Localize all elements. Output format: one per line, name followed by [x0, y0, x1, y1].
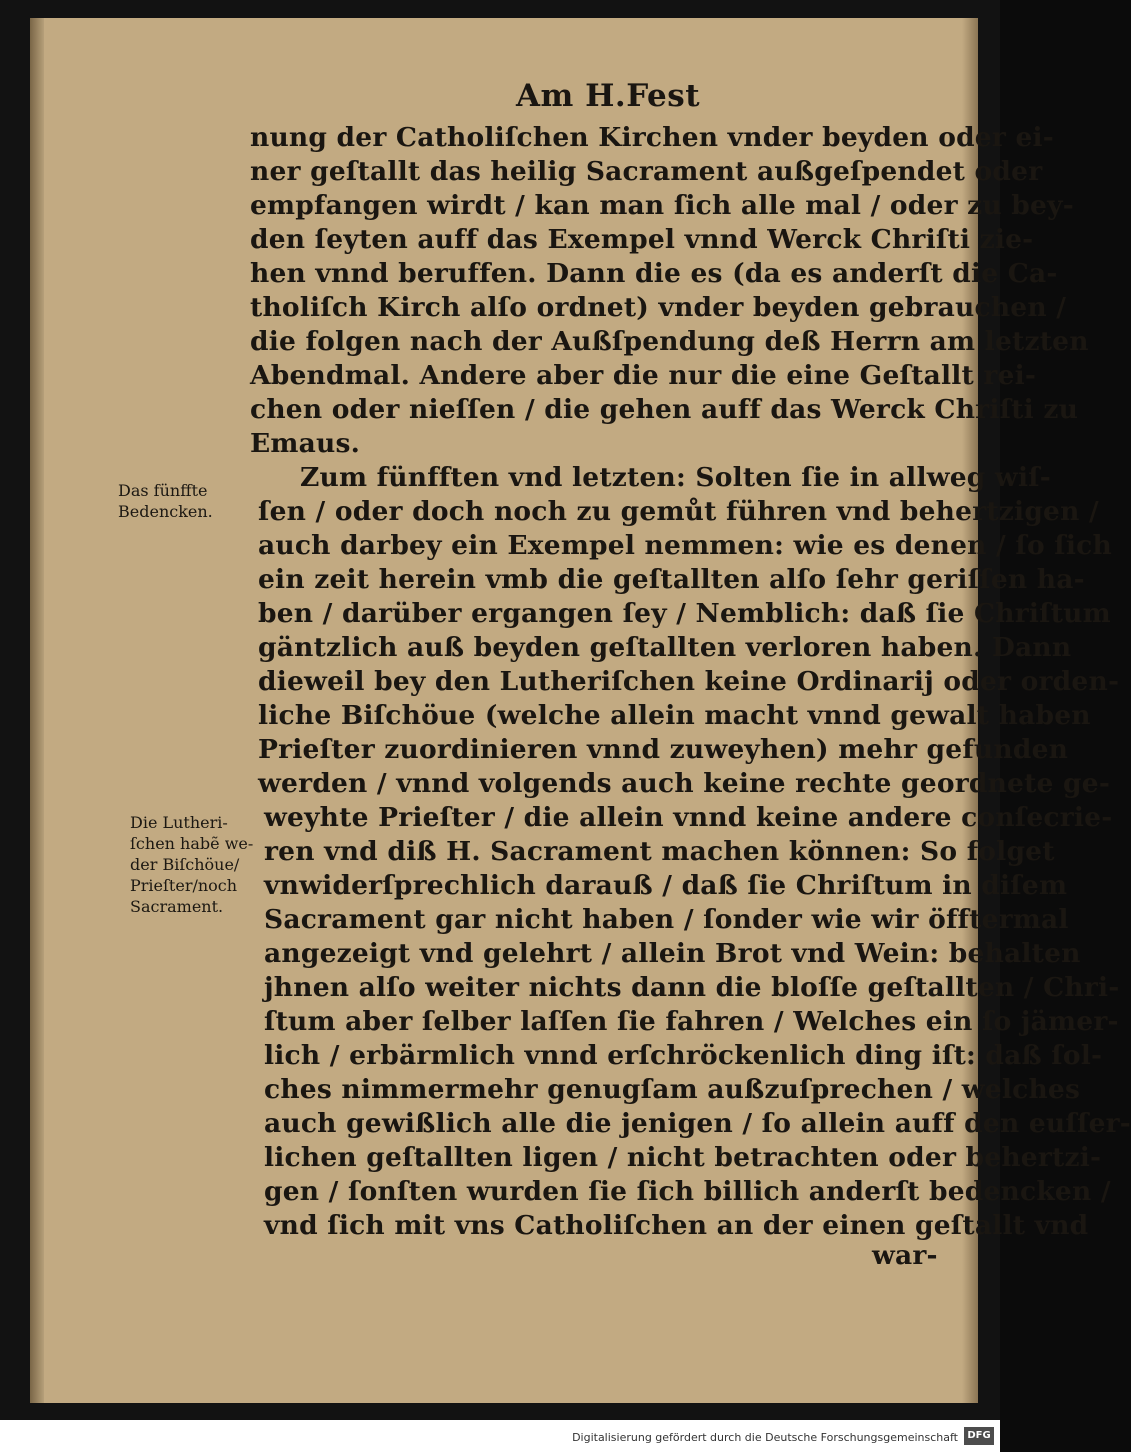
dfg-logo: DFG [964, 1427, 994, 1445]
text-line: Abendmal. Andere aber die nur die eine Geſtallt rei- [250, 360, 1037, 391]
text-line: auch gewißlich alle die jenigen / ſo allein auff den euſſer- [264, 1108, 1131, 1139]
text-line: die folgen nach der Außſpendung deß Herrn am letzten [250, 326, 1089, 357]
margin-note-line: Sacrament. [130, 897, 224, 916]
margin-note [118, 480, 213, 522]
margin-note-line: Das fünffte [118, 481, 208, 500]
footer-credit: Digitalisierung gefördert durch die Deutsche Forschungsgemeinschaft [572, 1431, 958, 1444]
text-line: tholiſch Kirch alſo ordnet) vnder beyden gebrauchen / [250, 292, 1067, 323]
page-left-edge [30, 18, 44, 1403]
text-line: jhnen alſo weiter nichts dann die bloſſe geſtallten / Chri- [264, 972, 1120, 1003]
text-line: den ſeyten auff das Exempel vnnd Werck Chriſti zie- [250, 224, 1034, 255]
text-line: ren vnd diß H. Sacrament machen können: So folget [264, 836, 1055, 867]
text-line: weyhte Prieſter / die allein vnnd keine andere conſecrie- [264, 802, 1113, 833]
text-line: lichen geſtallten ligen / nicht betrachten oder behertzi- [264, 1142, 1102, 1173]
text-line: ein zeit herein vmb die geſtallten alſo ſehr geriſſen ha- [258, 564, 1085, 595]
text-line: ben / darüber ergangen ſey / Nemblich: daß ſie Chriſtum [258, 598, 1111, 629]
text-line: dieweil bey den Lutheriſchen keine Ordinarij oder orden- [258, 666, 1120, 697]
text-line: Emaus. [250, 428, 361, 459]
text-line: angezeigt vnd gelehrt / allein Brot vnd Wein: behalten [264, 938, 1081, 969]
text-line: ner geſtallt das heilig Sacrament außgeſpendet oder [250, 156, 1043, 187]
text-line: gäntzlich auß beyden geſtallten verloren haben. Dann [258, 632, 1072, 663]
catchword: war- [872, 1240, 938, 1271]
text-line: Sacrament gar nicht haben / ſonder wie wir öfftermal [264, 904, 1069, 935]
text-line: hen vnnd beruffen. Dann die es (da es anderſt die Ca- [250, 258, 1058, 289]
footer-bar [0, 1420, 1000, 1452]
text-line: Zum fünfften vnd letzten: Solten ſie in allweg wiſ- [300, 462, 1052, 493]
text-line: nung der Catholiſchen Kirchen vnder beyden oder ei- [250, 122, 1054, 153]
running-head: Am H.Fest [516, 78, 701, 114]
margin-note-line: Prieſter/noch [130, 876, 238, 895]
text-line: chen oder nieſſen / die gehen auff das Werck Chriſti zu [250, 394, 1079, 425]
margin-note [130, 812, 253, 917]
text-line: Prieſter zuordinieren vnnd zuweyhen) mehr gefunden [258, 734, 1069, 765]
text-line: ſen / oder doch noch zu gemůt führen vnd behertzigen / [258, 496, 1099, 527]
margin-note-line: Die Lutheri- [130, 813, 228, 832]
text-line: ches nimmermehr genugſam außzuſprechen / welches [264, 1074, 1081, 1105]
text-line: vnwiderſprechlich darauß / daß ſie Chriſtum in diſem [264, 870, 1068, 901]
text-line: auch darbey ein Exempel nemmen: wie es denen / ſo ſich [258, 530, 1112, 561]
margin-note-line: ſchen habẽ we- [130, 834, 254, 853]
text-line: ſtum aber ſelber laſſen ſie fahren / Welches ein ſo jämer- [264, 1006, 1119, 1037]
text-line: vnd ſich mit vns Catholiſchen an der einen geſtallt vnd [264, 1210, 1089, 1241]
margin-note-line: der Biſchöue/ [130, 855, 240, 874]
text-line: empfangen wirdt / kan man ſich alle mal / oder zu bey- [250, 190, 1074, 221]
text-line: liche Biſchöue (welche allein macht vnnd gewalt haben [258, 700, 1091, 731]
text-line: lich / erbärmlich vnnd erſchröckenlich ding iſt: daß ſol- [264, 1040, 1103, 1071]
margin-note-line: Bedencken. [118, 502, 213, 521]
text-line: gen / ſonſten wurden ſie ſich billich anderſt bedencken / [264, 1176, 1111, 1207]
text-line: werden / vnnd volgends auch keine rechte geordnete ge- [258, 768, 1111, 799]
